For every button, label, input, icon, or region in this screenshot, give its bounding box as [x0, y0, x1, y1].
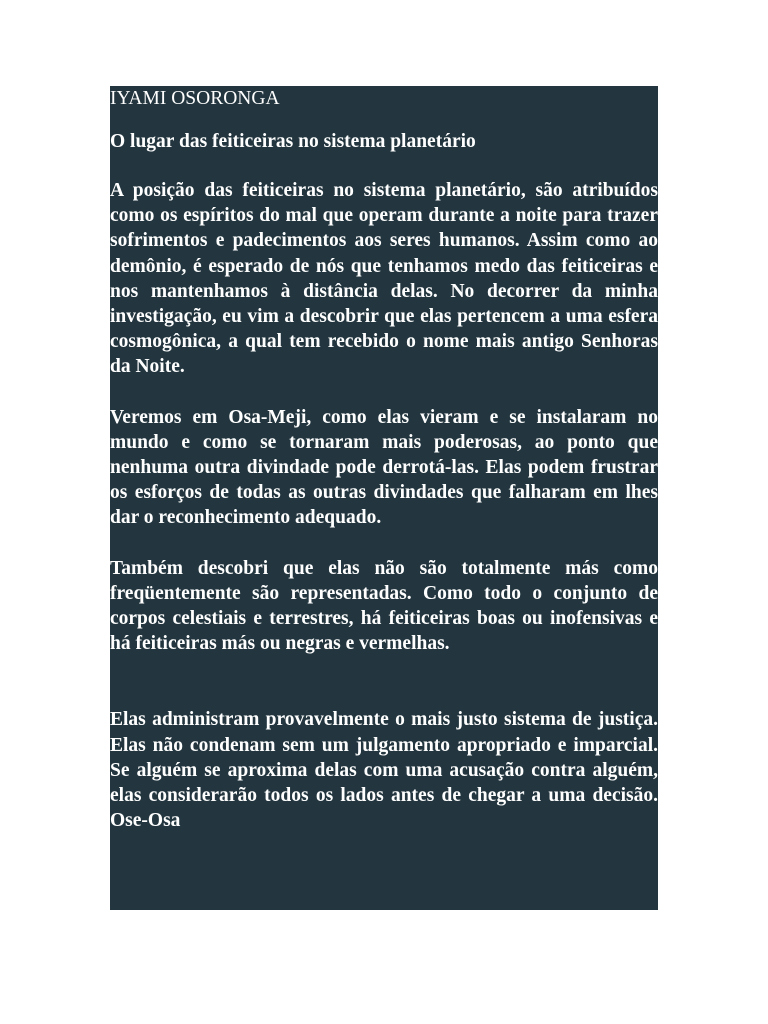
paragraph-4: Elas administram provavelmente o mais justo sistema de justiça. Elas não condenam sem um julgamento apropriado e imparcial. Se alguém se aproxima delas com uma acusação contra alguém, elas considerarão todos os lados antes de chegar a uma decisão. Ose-Osa	[110, 709, 658, 832]
paragraph-3: Também descobri que elas não são totalmente más como freqüentemente são representadas. Como todo o conjunto de corpos celestiais e terrestres, há feiticeiras boas ou inofensivas e há feiticeiras más ou negras e vermelhas.	[110, 557, 658, 655]
highlighted-text-block	[110, 86, 658, 910]
paragraph-1: A posição das feiticeiras no sistema planetário, são atribuídos como os espíritos do mal que operam durante a noite para trazer sofrimentos e padecimentos aos seres humanos. Assim como ao demônio, é esperado de nós que tenhamos medo das feiticeiras e nos mantenhamos à distância delas. No decorrer da minha investigação, eu vim a descobrir que elas pertencem a uma esfera cosmogônica, a qual tem recebido o nome mais antigo Senhoras da Noite.	[110, 180, 658, 378]
paragraph-2: Veremos em Osa-Meji, como elas vieram e se instalaram no mundo e como se tornaram mais poderosas, ao ponto que nenhuma outra divindade pode derrotá-las. Elas podem frustrar os esforços de todas as outras divindades que falharam em lhes dar o reconhecimento adequado.	[110, 406, 658, 529]
document-subtitle: O lugar das feiticeiras no sistema planetário	[110, 131, 476, 152]
document-title: IYAMI OSORONGA	[110, 88, 280, 109]
